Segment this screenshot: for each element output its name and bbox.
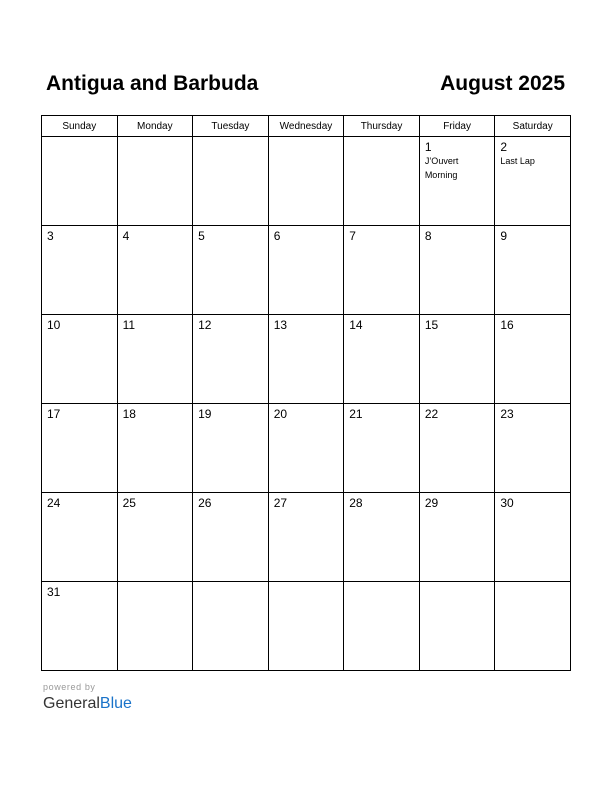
day-cell-21 [344,404,420,493]
weekday-friday: Friday [419,116,495,137]
day-number: 27 [273,496,288,510]
empty-day-cell [344,582,420,671]
day-number: 30 [500,496,514,510]
week-row [42,582,571,671]
day-number: 3 [47,229,54,243]
week-row [42,315,571,404]
calendar-body [42,137,571,671]
day-cell-11 [117,315,193,404]
day-cell-16 [495,315,571,404]
day-number: 24 [47,496,61,510]
day-cell-25 [117,493,193,582]
day-number: 26 [198,496,212,510]
empty-day-cell [42,137,118,226]
day-number: 21 [349,407,363,421]
weekday-wednesday: Wednesday [268,116,344,137]
day-number: 13 [273,318,288,332]
day-number: 4 [122,229,130,243]
day-number: 28 [349,496,363,510]
brand-logo[interactable] [43,694,132,714]
day-cell-2 [495,137,571,226]
holiday-event-text: J’Ouvert [424,156,459,166]
day-cell-26 [193,493,269,582]
empty-day-cell [495,582,571,671]
week-row [42,137,571,226]
day-cell-10 [42,315,118,404]
country-title: Antigua and Barbuda [46,72,259,95]
empty-day-cell [117,582,193,671]
day-cell-31 [42,582,118,671]
day-number: 20 [273,407,288,421]
day-number: 16 [500,318,514,332]
day-number: 25 [122,496,136,510]
empty-day-cell [344,137,420,226]
weekday-saturday: Saturday [495,116,571,137]
day-number: 23 [500,407,514,421]
day-number: 12 [198,318,212,332]
brand-blue: Blue [99,695,132,712]
day-number: 2 [500,140,508,154]
day-cell-6 [268,226,344,315]
empty-day-cell [117,137,193,226]
day-cell-24 [42,493,118,582]
day-cell-29 [419,493,495,582]
day-cell-27 [268,493,344,582]
day-cell-13 [268,315,344,404]
empty-day-cell [268,582,344,671]
empty-day-cell [268,137,344,226]
week-row [42,226,571,315]
day-cell-9 [495,226,571,315]
empty-day-cell [193,582,269,671]
month-title: August 2025 [440,72,565,95]
holiday-event-text: Last Lap [500,156,535,166]
day-cell-14 [344,315,420,404]
day-cell-1 [419,137,495,226]
day-number: 31 [47,585,61,599]
day-number: 15 [424,318,439,332]
empty-day-cell [419,582,495,671]
weekday-tuesday: Tuesday [193,116,269,137]
day-cell-5 [193,226,269,315]
weekday-header-row [42,116,571,137]
footer [43,681,132,714]
weekday-thursday: Thursday [344,116,420,137]
day-cell-12 [193,315,269,404]
day-number: 5 [198,229,205,243]
day-number: 22 [424,407,439,421]
day-number: 10 [47,318,61,332]
day-cell-15 [419,315,495,404]
day-cell-3 [42,226,118,315]
day-number: 8 [424,229,432,243]
brand-general: General [43,695,100,712]
day-number: 29 [424,496,439,510]
day-cell-22 [419,404,495,493]
day-cell-8 [419,226,495,315]
weekday-monday: Monday [117,116,193,137]
weekday-sunday: Sunday [42,116,118,137]
day-cell-18 [117,404,193,493]
day-cell-20 [268,404,344,493]
empty-day-cell [193,137,269,226]
day-cell-7 [344,226,420,315]
calendar-header [41,70,571,100]
day-number: 14 [349,318,363,332]
day-cell-30 [495,493,571,582]
day-cell-19 [193,404,269,493]
day-number: 11 [122,318,136,332]
day-number: 19 [198,407,212,421]
day-number: 18 [122,407,136,421]
day-number: 1 [424,140,432,154]
day-cell-23 [495,404,571,493]
powered-by-text: powered by [43,682,96,692]
day-number: 6 [273,229,281,243]
day-number: 9 [500,229,508,243]
week-row [42,404,571,493]
day-cell-28 [344,493,420,582]
day-cell-17 [42,404,118,493]
week-row [42,493,571,582]
calendar-grid [41,115,571,671]
day-number: 7 [349,229,356,243]
holiday-event-text: Morning [424,170,458,180]
day-cell-4 [117,226,193,315]
day-number: 17 [47,407,61,421]
